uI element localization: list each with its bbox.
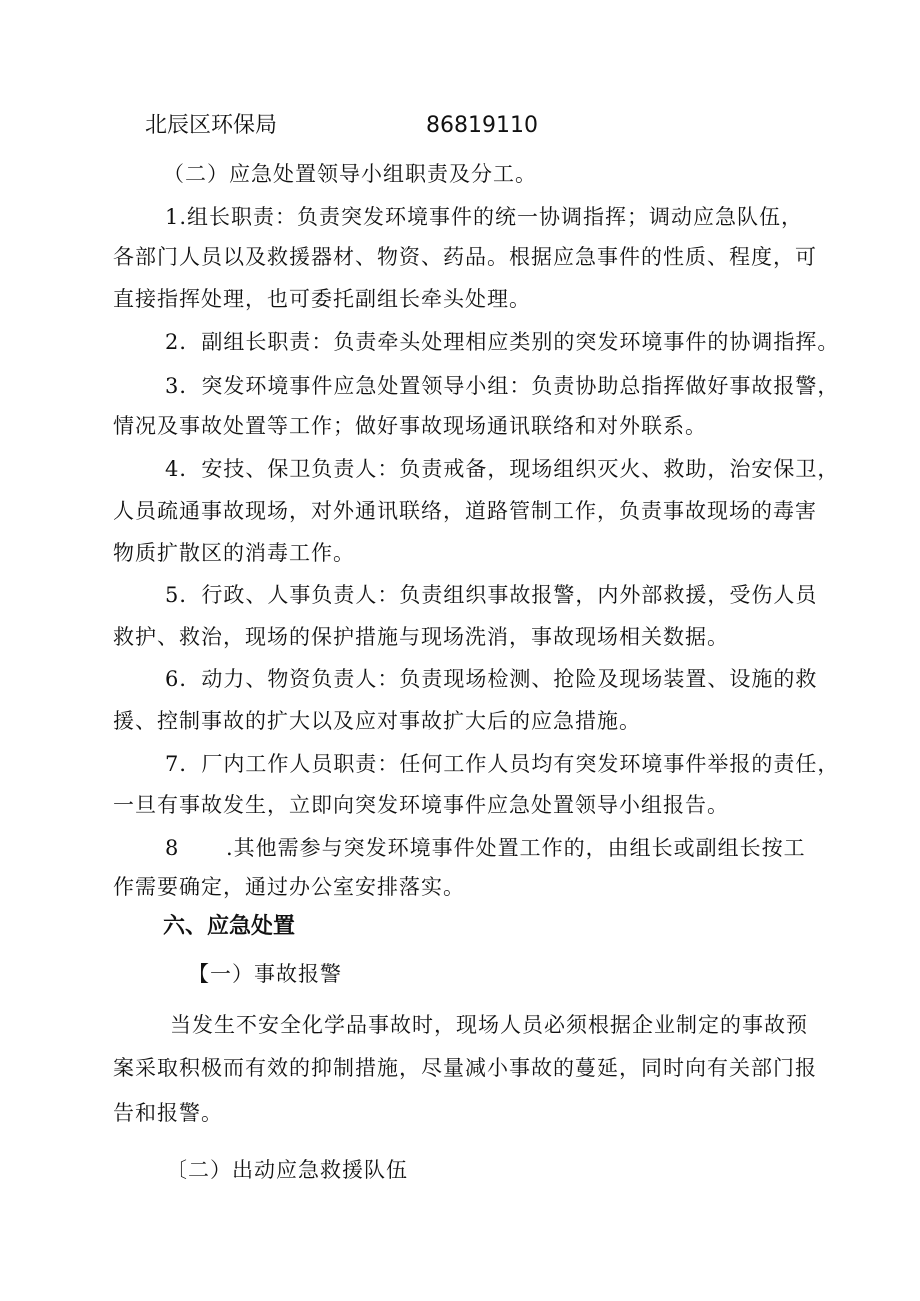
duty-paragraph-3-line-2: 情况及事故处置等工作；做好事故现场通讯联络和对外联系。 [113,414,707,438]
alarm-paragraph-line-2: 案采取积极而有效的抑制措施，尽量减小事故的蔓延，同时向有关部门报 [113,1056,817,1080]
duty-paragraph-6-line-1: 6．动力、物资负责人：负责现场检测、抢险及现场装置、设施的救 [165,667,818,691]
duty-paragraph-7-line-1: 7．厂内工作人员职责：任何工作人员均有突发环境事件举报的责任， [165,752,840,776]
duty-paragraph-4-line-1: 4．安技、保卫负责人：负责戒备，现场组织灭火、救助，治安保卫， [165,457,840,481]
duty-paragraph-4-line-2: 人员疏通事故现场，对外通讯联络，道路管制工作，负责事故现场的毒害 [113,499,817,523]
subsection-rescue-title: 〔二）出动应急救援队伍 [166,1158,408,1182]
duty-paragraph-1-line-1: 1.组长职责：负责突发环境事件的统一协调指挥；调动应急队伍， [165,205,804,229]
subsection-alarm-title: 【一）事故报警 [188,962,342,986]
contact-phone: 86819110 [426,113,538,138]
duty-paragraph-3-line-1: 3．突发环境事件应急处置领导小组：负责协助总指挥做好事故报警， [165,374,840,398]
duty-paragraph-8-number: 8 [165,836,179,860]
alarm-paragraph-line-1: 当发生不安全化学品事故时，现场人员必须根据企业制定的事故预 [170,1013,808,1037]
duty-paragraph-8-line-1: .其他需参与突发环境事件处置工作的，由组长或副组长按工 [226,836,806,860]
duty-paragraph-1-line-3: 直接指挥处理，也可委托副组长牵头处理。 [113,287,531,311]
contact-name: 北辰区环保局 [145,113,278,138]
duty-paragraph-7-line-2: 一旦有事故发生，立即向突发环境事件应急处置领导小组报告。 [113,793,729,817]
duty-paragraph-6-line-2: 援、控制事故的扩大以及应对事故扩大后的应急措施。 [113,709,641,733]
duty-paragraph-4-line-3: 物质扩散区的消毒工作。 [113,541,355,565]
alarm-paragraph-line-3: 告和报警。 [113,1101,223,1125]
duty-paragraph-2-line-1: 2．副组长职责：负责牵头处理相应类别的突发环境事件的协调指挥。 [165,330,840,354]
duties-heading: （二）应急处置领导小组职责及分工。 [163,162,537,186]
duty-paragraph-5-line-1: 5．行政、人事负责人：负责组织事故报警，内外部救援，受伤人员 [165,583,818,607]
section-6-title: 六、应急处置 [163,914,296,939]
duty-paragraph-8-line-2: 作需要确定，通过办公室安排落实。 [113,875,465,899]
duty-paragraph-1-line-2: 各部门人员以及救援器材、物资、药品。根据应急事件的性质、程度，可 [113,245,817,269]
duty-paragraph-5-line-2: 救护、救治，现场的保护措施与现场洗消，事故现场相关数据。 [113,625,729,649]
